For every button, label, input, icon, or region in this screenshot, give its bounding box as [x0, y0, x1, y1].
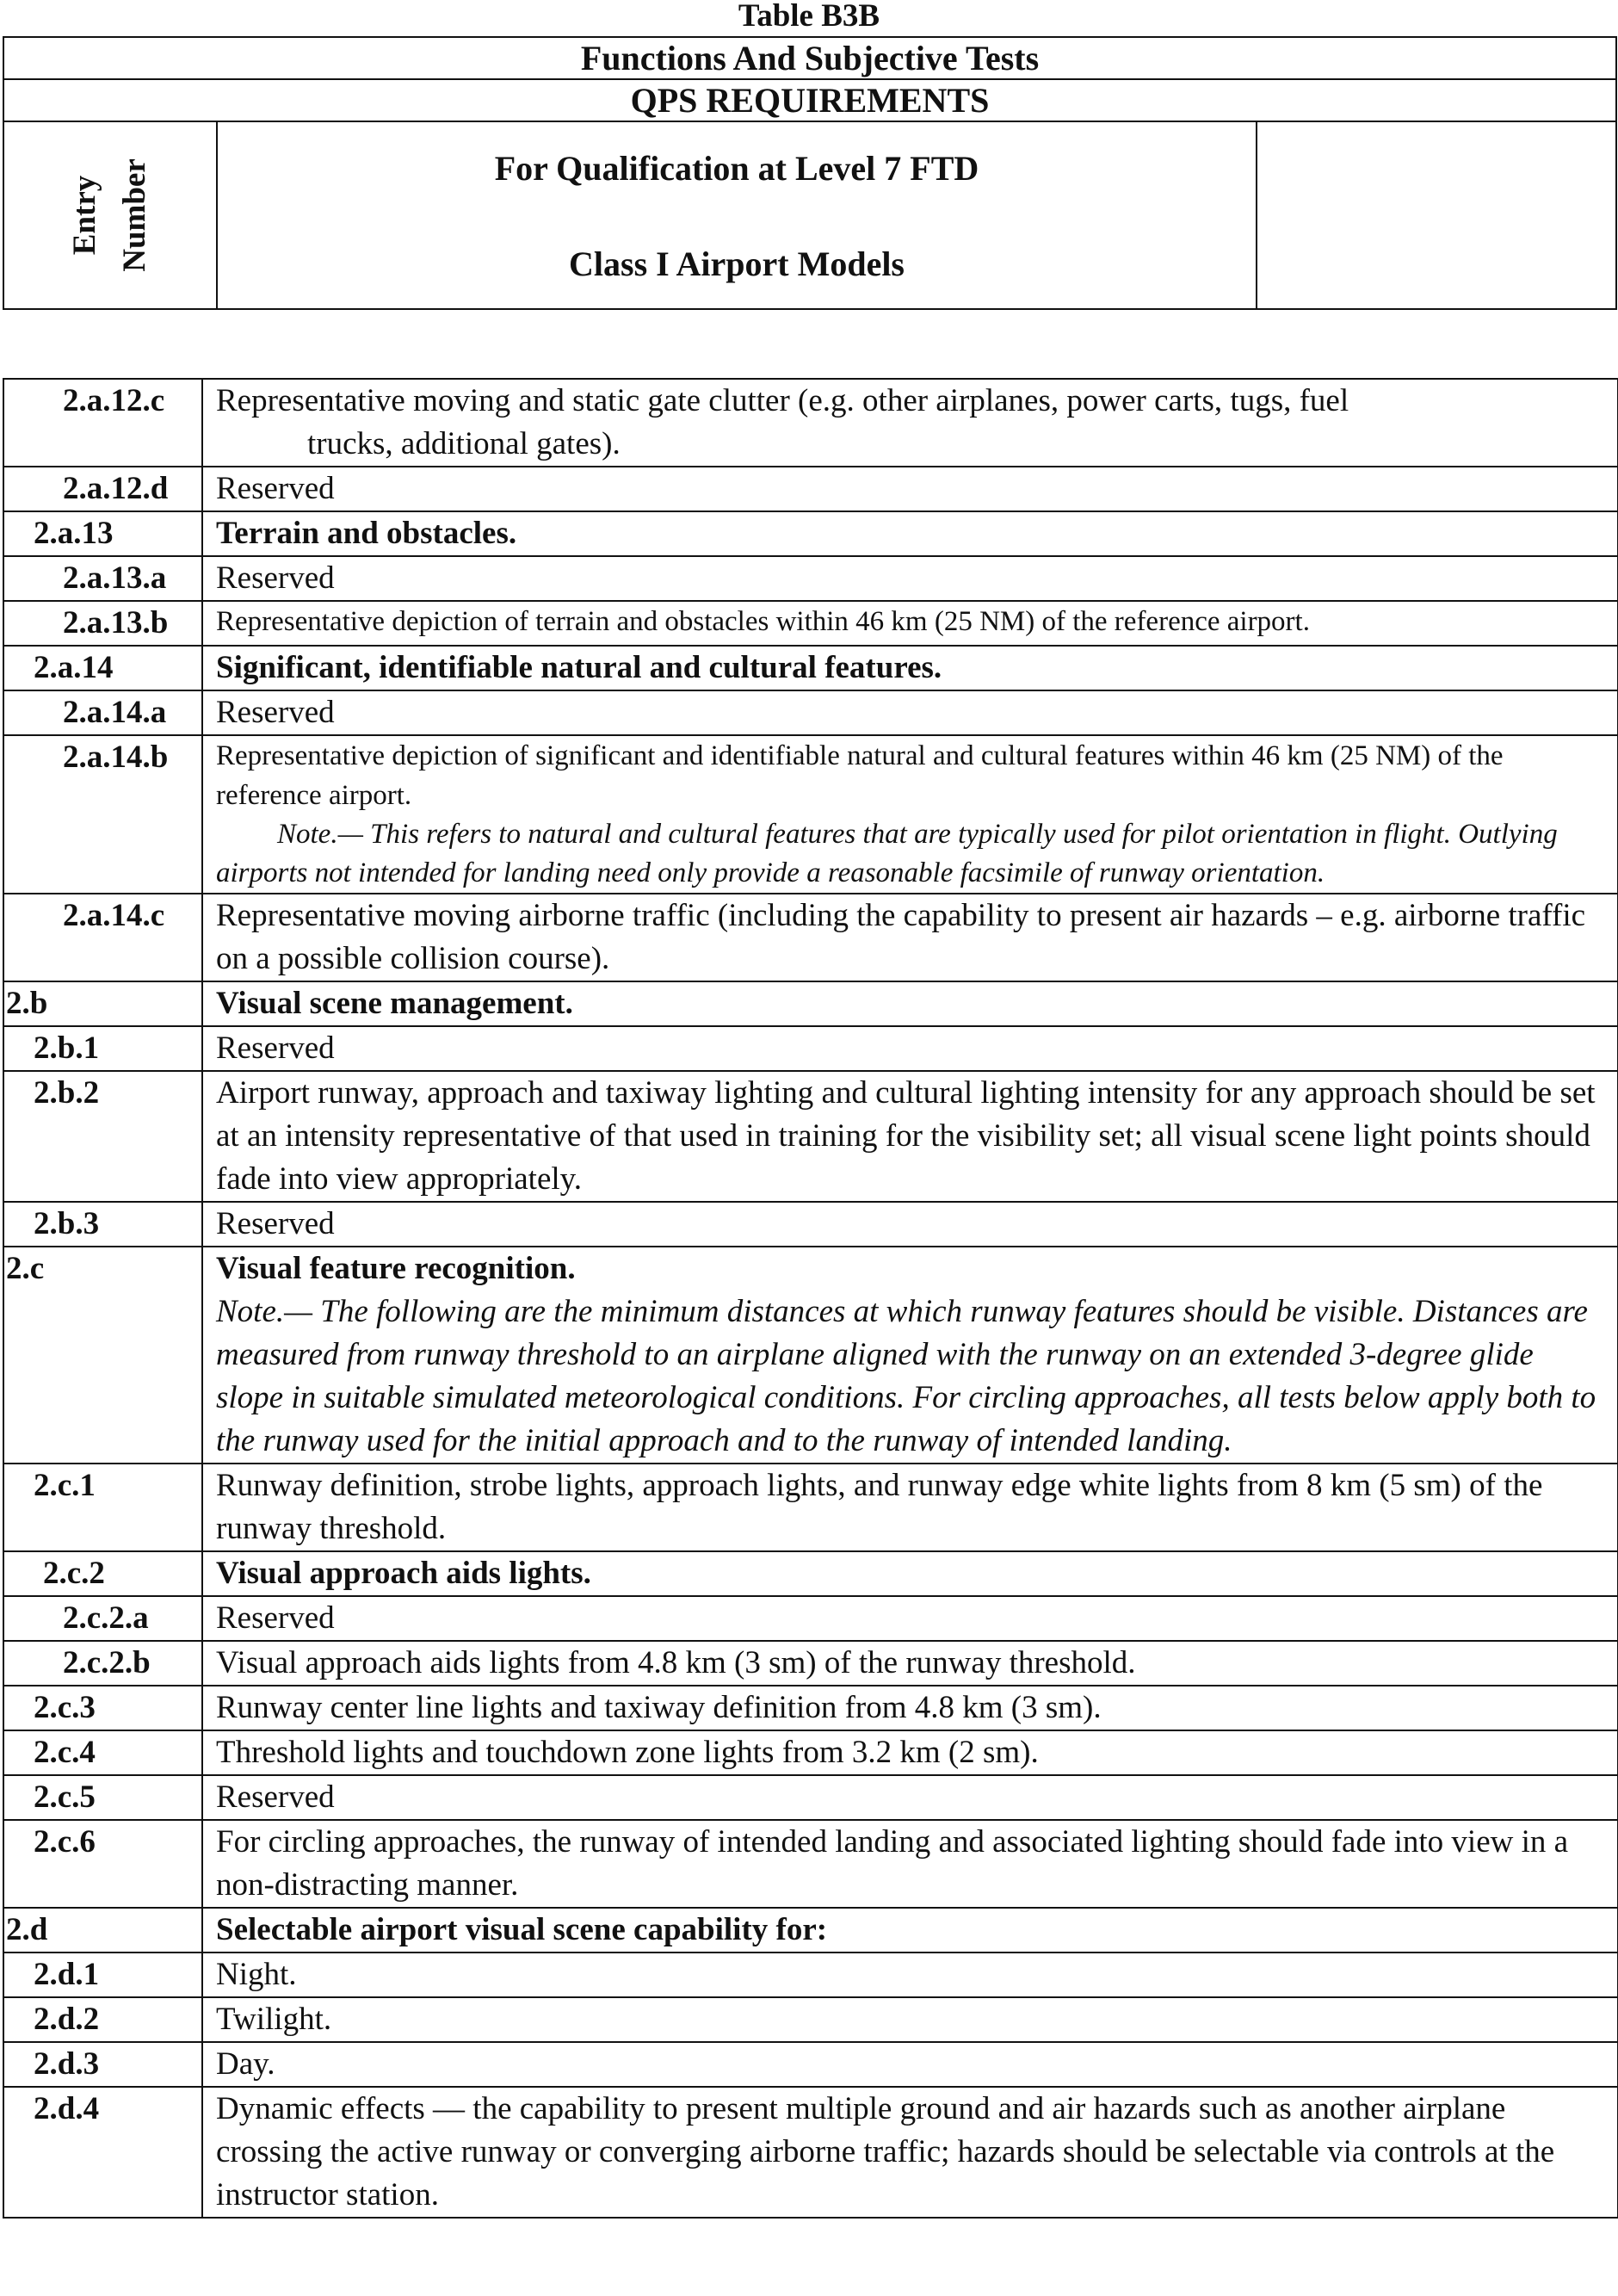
table-row [3, 1820, 1618, 1908]
entry-text: Visual approach aids lights from 4.8 km (3 sm) of the runway threshold. [202, 1641, 1618, 1686]
entry-text: Selectable airport visual scene capability for: [202, 1908, 1618, 1953]
entry-number: 2.a.12.c [3, 379, 202, 467]
table-row [3, 1596, 1618, 1641]
table-row [3, 646, 1618, 690]
table-row [3, 735, 1618, 894]
entry-number: 2.b.3 [3, 1202, 202, 1247]
entry-note: Note.— The following are the minimum distances at which runway features should be visible. Distances are measured from runway threshold to an airplane aligned with the runway on an extended 3-degree glide slope in suitable simulated meteorological conditions. For circling approaches, all tests below apply both to the runway used for the initial approach and to the runway of intended landing. [216, 1294, 1596, 1458]
entry-text: Reserved [202, 556, 1618, 601]
entry-number: 2.c.3 [3, 1686, 202, 1730]
entry-text: Runway definition, strobe lights, approach lights, and runway edge white lights from 8 km (5 sm) of the runway threshold. [202, 1464, 1618, 1551]
table-row [3, 1202, 1618, 1247]
entry-number: 2.d.1 [3, 1953, 202, 1997]
table-row [3, 601, 1618, 646]
entry-number: 2.d [3, 1908, 202, 1953]
airport-model-class: Class I Airport Models [569, 244, 905, 283]
entry-text: Day. [202, 2042, 1618, 2087]
entry-text: Reserved [202, 690, 1618, 735]
table-row [3, 379, 1618, 467]
table-row [3, 2087, 1618, 2218]
requirements-table [3, 378, 1618, 2219]
entry-text: Representative depiction of terrain and obstacles within 46 km (25 NM) of the reference airport. [202, 601, 1618, 646]
entry-number: 2.b.1 [3, 1026, 202, 1071]
table-row [3, 981, 1618, 1026]
entry-text-body: Representative depiction of significant and identifiable natural and cultural features within 46 km (25 NM) of the reference airport. [216, 740, 1504, 811]
entry-text: Dynamic effects — the capability to present multiple ground and air hazards such as another airplane crossing the active runway or converging airborne traffic; hazards should be selectable via controls at the instructor station. [202, 2087, 1618, 2218]
qualification-level: For Qualification at Level 7 FTD [494, 149, 979, 188]
table-title: Table B3B [738, 0, 880, 34]
table-row [3, 1953, 1618, 1997]
entry-text: Visual approach aids lights. [202, 1551, 1618, 1596]
entry-note: Note.— This refers to natural and cultural features that are typically used for pilot orientation in flight. Outlying airports not intended for landing need only provide a reasonable facsimile of runway orientation. [216, 819, 1558, 888]
entry-number: 2.c [3, 1247, 202, 1464]
entry-text: Airport runway, approach and taxiway lighting and cultural lighting intensity for any approach should be set at an intensity representative of that used in training for the visibility set; all visual scene light points should fade into view appropriately. [202, 1071, 1618, 1202]
entry-text: Visual scene management. [202, 981, 1618, 1026]
entry-text: For circling approaches, the runway of intended landing and associated lighting should fade into view in a non-distracting manner. [202, 1820, 1618, 1908]
table-row [3, 1997, 1618, 2042]
header-band-qps: QPS REQUIREMENTS [3, 79, 1616, 121]
entry-number: 2.a.13 [3, 511, 202, 556]
table-row [3, 1686, 1618, 1730]
entry-text-line: Representative moving and static gate clutter (e.g. other airplanes, power carts, tugs, fuel [216, 383, 1349, 418]
table-row [3, 1908, 1618, 1953]
entry-text [202, 379, 1618, 467]
entry-text: Reserved [202, 467, 1618, 511]
table-row [3, 1071, 1618, 1202]
entry-text: Twilight. [202, 1997, 1618, 2042]
table-row [3, 556, 1618, 601]
entry-text-body: Visual feature recognition. [216, 1251, 576, 1286]
entry-text: Night. [202, 1953, 1618, 1997]
table-row [3, 467, 1618, 511]
entry-text [202, 1247, 1618, 1464]
table-row [3, 1775, 1618, 1820]
header-table [3, 36, 1617, 310]
entry-text: Reserved [202, 1596, 1618, 1641]
entry-number: 2.d.2 [3, 1997, 202, 2042]
entry-number: 2.c.2 [3, 1551, 202, 1596]
table-row [3, 1026, 1618, 1071]
table-row [3, 511, 1618, 556]
entry-text: Significant, identifiable natural and cultural features. [202, 646, 1618, 690]
table-row [3, 1641, 1618, 1686]
entry-text: Threshold lights and touchdown zone lights from 3.2 km (2 sm). [202, 1730, 1618, 1775]
table-row [3, 1247, 1618, 1464]
entry-label: Entry [67, 175, 102, 256]
qualification-header [217, 121, 1257, 309]
entry-number: 2.b.2 [3, 1071, 202, 1202]
table-row [3, 1464, 1618, 1551]
entry-number: 2.d.3 [3, 2042, 202, 2087]
header-band-functions: Functions And Subjective Tests [3, 37, 1616, 79]
table-row [3, 690, 1618, 735]
entry-text: Terrain and obstacles. [202, 511, 1618, 556]
entry-number: 2.b [3, 981, 202, 1026]
table-row [3, 2042, 1618, 2087]
entry-number: 2.a.14.b [3, 735, 202, 894]
table-row [3, 1551, 1618, 1596]
entry-text-line: trucks, additional gates). [307, 426, 621, 461]
entry-number-header [3, 121, 217, 309]
entry-number: 2.a.13.a [3, 556, 202, 601]
entry-text: Representative moving airborne traffic (including the capability to present air hazards – e.g. airborne traffic on a possible collision course). [202, 894, 1618, 981]
entry-number: 2.c.1 [3, 1464, 202, 1551]
table-row [3, 894, 1618, 981]
entry-text [202, 735, 1618, 894]
entry-number: 2.c.6 [3, 1820, 202, 1908]
entry-number: 2.a.13.b [3, 601, 202, 646]
number-label: Number [117, 158, 152, 272]
entry-number: 2.c.4 [3, 1730, 202, 1775]
entry-text: Reserved [202, 1775, 1618, 1820]
entry-number: 2.a.12.d [3, 467, 202, 511]
entry-text: Reserved [202, 1202, 1618, 1247]
entry-number: 2.a.14.a [3, 690, 202, 735]
entry-number: 2.c.2.a [3, 1596, 202, 1641]
table-row [3, 1730, 1618, 1775]
entry-text: Reserved [202, 1026, 1618, 1071]
entry-text: Runway center line lights and taxiway definition from 4.8 km (3 sm). [202, 1686, 1618, 1730]
entry-number: 2.d.4 [3, 2087, 202, 2218]
entry-number: 2.a.14 [3, 646, 202, 690]
entry-number: 2.c.2.b [3, 1641, 202, 1686]
empty-header-cell [1257, 121, 1616, 309]
entry-number: 2.c.5 [3, 1775, 202, 1820]
entry-number: 2.a.14.c [3, 894, 202, 981]
